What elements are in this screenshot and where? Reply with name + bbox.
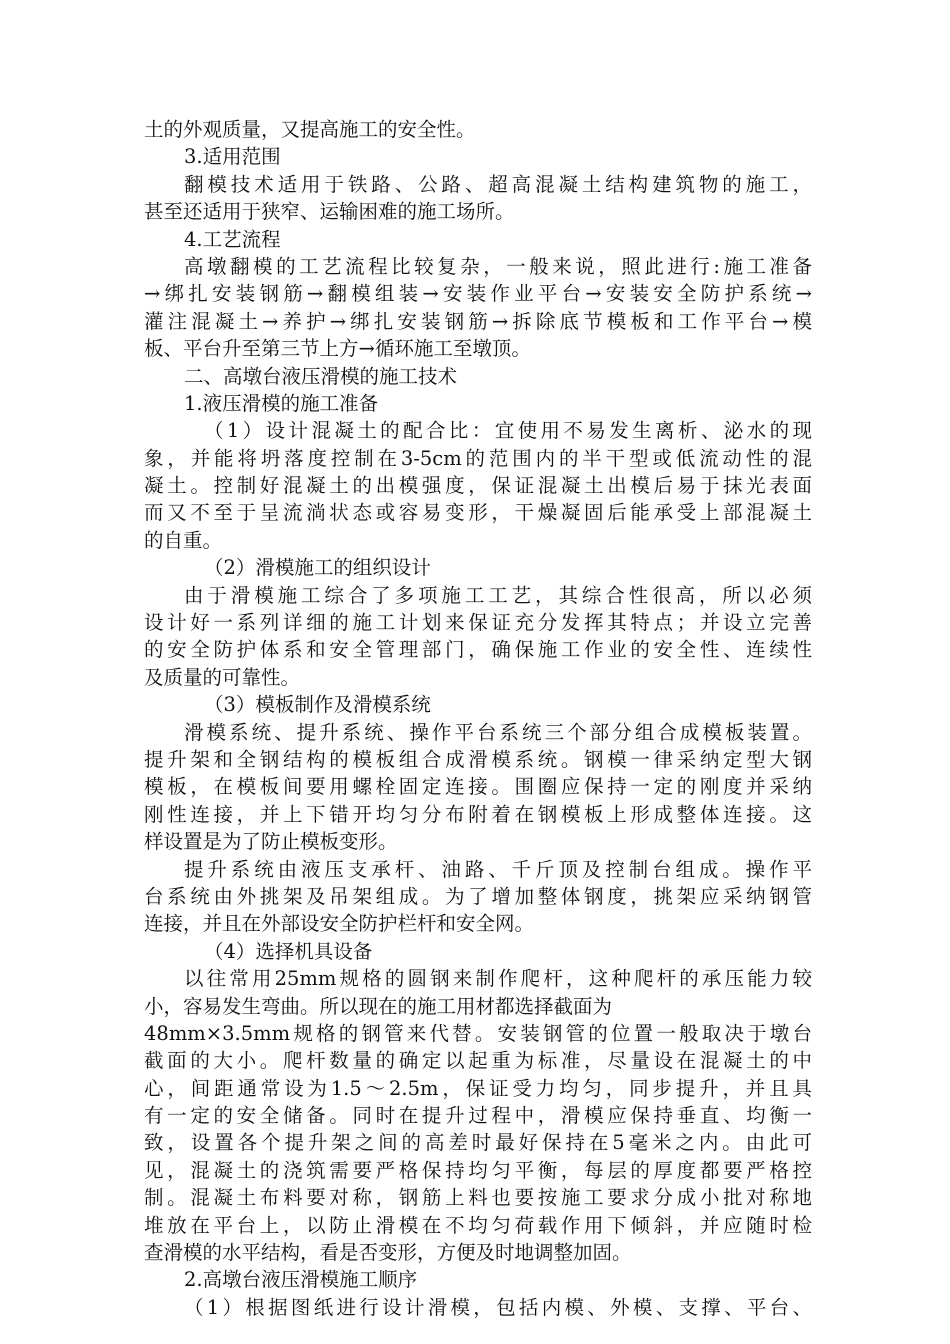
text-line: （1）设计混凝土的配合比：宜使用不易发生离析、泌水的现: [204, 419, 812, 443]
text-line: 有一定的安全储备。同时在提升过程中，滑模应保持垂直、均衡一: [144, 1104, 812, 1128]
text-line: （1）根据图纸进行设计滑模，包括内模、外模、支撑、平台、: [184, 1295, 812, 1319]
text-line: 提升系统由液压支承杆、油路、千斤顶及控制台组成。操作平: [184, 857, 812, 881]
text-line: （2）滑模施工的组织设计: [204, 556, 431, 580]
text-line: 二、高墩台液压滑模的施工技术: [184, 364, 458, 388]
text-line: 截面的大小。爬杆数量的确定以起重为标准，尽量设在混凝土的中: [144, 1049, 812, 1073]
text-line: 以往常用25mm规格的圆钢来制作爬杆，这种爬杆的承压能力较: [184, 967, 812, 991]
text-line: 查滑模的水平结构，看是否变形，方便及时地调整加固。: [144, 1241, 632, 1265]
text-line: 由于滑模施工综合了多项施工工艺，其综合性很高，所以必须: [184, 583, 812, 607]
text-line: 提升架和全钢结构的模板组合成滑模系统。钢模一律采纳定型大钢: [144, 747, 812, 771]
text-line: 及质量的可靠性。: [144, 665, 301, 689]
text-line: →绑扎安装钢筋→翻模组装→安装作业平台→安装安全防护系统→: [144, 282, 812, 306]
document-body: [144, 116, 812, 1321]
text-line: 而又不至于呈流淌状态或容易变形，干燥凝固后能承受上部混凝土: [144, 501, 812, 525]
text-line: 4.工艺流程: [184, 227, 281, 251]
text-line: 心，间距通常设为1.5～2.5m，保证受力均匀，同步提升，并且具: [144, 1076, 812, 1100]
text-line: 土的外观质量，又提高施工的安全性。: [144, 118, 476, 141]
text-line: 堆放在平台上，以防止滑模在不均匀荷载作用下倾斜，并应随时检: [144, 1213, 812, 1237]
text-line: 甚至还适用于狭窄、运输困难的施工场所。: [144, 200, 515, 224]
text-line: 见，混凝土的浇筑需要严格保持均匀平衡，每层的厚度都要严格控: [144, 1158, 812, 1182]
text-line: 48mm×3.5mm规格的钢管来代替。安装钢管的位置一般取决于墩台: [144, 1021, 812, 1045]
text-line: 的安全防护体系和安全管理部门，确保施工作业的安全性、连续性: [144, 638, 812, 662]
text-line: 滑模系统、提升系统、操作平台系统三个部分组合成模板装置。: [184, 720, 812, 744]
text-line: 板、平台升至第三节上方→循环施工至墩顶。: [144, 337, 531, 361]
text-line: 样设置是为了防止模板变形。: [144, 830, 398, 854]
text-line: 的自重。: [144, 528, 223, 552]
text-line: 翻模技术适用于铁路、公路、超高混凝土结构建筑物的施工，: [184, 172, 812, 196]
text-line: 3.适用范围: [184, 145, 281, 169]
text-line: （3）模板制作及滑模系统: [204, 693, 431, 717]
text-line: 2.高墩台液压滑模施工顺序: [184, 1268, 418, 1292]
text-line: 刚性连接，并上下错开均匀分布附着在钢模板上形成整体连接。这: [144, 802, 812, 826]
text-line: 连接，并且在外部设安全防护栏杆和安全网。: [144, 912, 535, 936]
text-line: 象，并能将坍落度控制在3-5cm的范围内的半干型或低流动性的混: [144, 446, 812, 470]
text-line: 设计好一系列详细的施工计划来保证充分发挥其特点；并设立完善: [144, 611, 812, 635]
document-page: [144, 116, 812, 1321]
text-line: 致，设置各个提升架之间的高差时最好保持在5毫米之内。由此可: [144, 1131, 812, 1155]
text-line: 1.液压滑模的施工准备: [184, 391, 379, 415]
text-line: 小，容易发生弯曲。所以现在的施工用材都选择截面为: [144, 994, 613, 1018]
text-line: 模板，在模板间要用螺栓固定连接。围圈应保持一定的刚度并采纳: [144, 775, 812, 799]
text-line: 台系统由外挑架及吊架组成。为了增加整体钢度，挑架应采纳钢管: [144, 884, 812, 908]
text-line: （4）选择机具设备: [204, 939, 373, 963]
text-line: 制。混凝土布料要对称，钢筋上料也要按施工要求分成小批对称地: [144, 1186, 812, 1210]
text-line: 灌注混凝土→养护→绑扎安装钢筋→拆除底节模板和工作平台→模: [144, 309, 812, 333]
text-line: 凝土。控制好混凝土的出模强度，保证混凝土出模后易于抹光表面: [144, 474, 812, 498]
text-line: 高墩翻模的工艺流程比较复杂，一般来说，照此进行:施工准备: [184, 254, 812, 278]
